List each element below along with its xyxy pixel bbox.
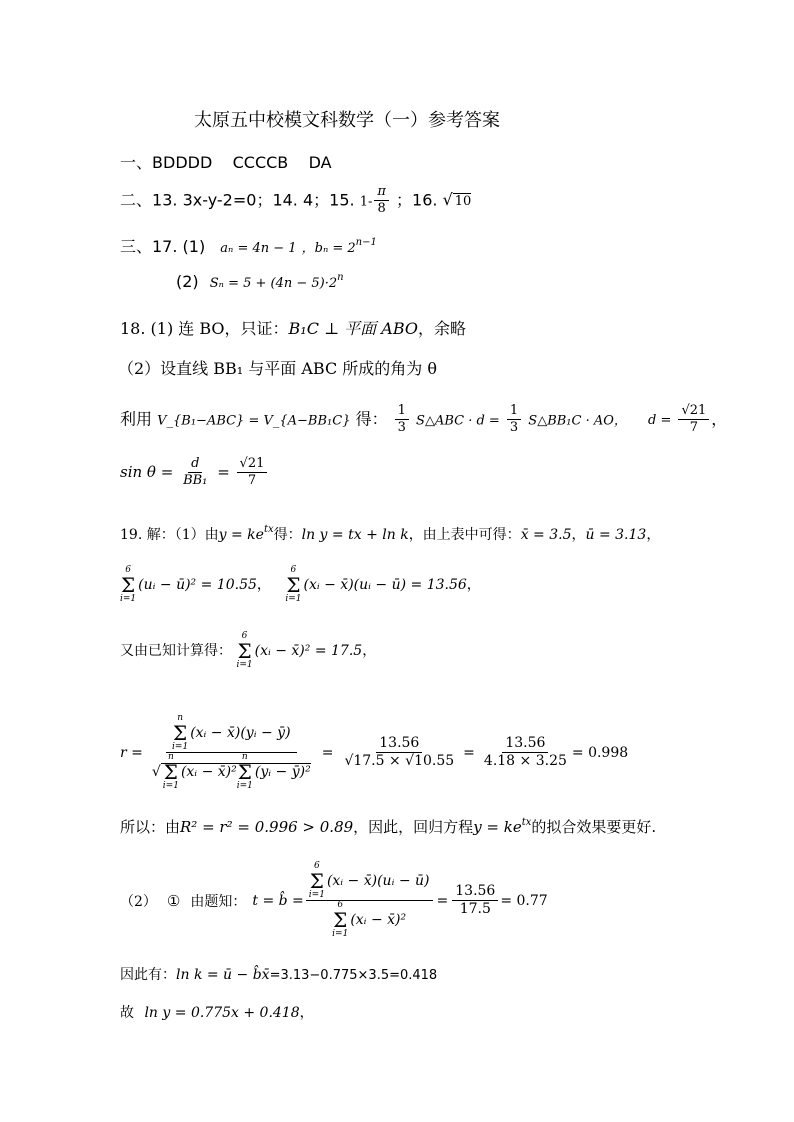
- d-numerator: √21: [678, 403, 709, 420]
- q19-part2-line: （2） ① 由题知： t = b̂ = 6 Σ i=1 (xᵢ − x̄)(uᵢ − ū) 6 Σ i=1 (xᵢ − x̄)² = $\frac{13.56}{17.5}$ = 0.77: [120, 861, 548, 939]
- q15-denominator: 8: [377, 201, 386, 217]
- q14-number: ；14.: [256, 190, 298, 210]
- d-label: d =: [648, 413, 672, 429]
- q17-part1: [120, 234, 377, 257]
- sigma-t-den-top: 6: [337, 900, 344, 910]
- t-value-fraction: [452, 883, 498, 919]
- t-denominator: [329, 901, 409, 939]
- t-fraction: [306, 862, 433, 939]
- sigma-r-den-b-top: n: [241, 752, 248, 762]
- q17-part2-label: (2): [176, 272, 199, 291]
- q18-part2-text: （2）设直线 BB₁ 与平面 ABC 所成的角为 θ: [118, 359, 438, 378]
- q17-part2: [176, 272, 344, 291]
- q19-intro: 19. 解：（1）由: [120, 527, 219, 543]
- q14-answer: 4: [302, 190, 314, 210]
- bn-formula: ，bₙ = 2: [301, 241, 356, 256]
- sigma-r-den-b: n Σ i=1: [236, 752, 253, 791]
- conclusion-r2: R² = r² = 0.996 > 0.89: [180, 818, 354, 836]
- q19-xx-intro: 又由已知计算得：: [120, 643, 232, 659]
- q18-part1-tail: ，余略: [418, 319, 467, 338]
- sin-value-denominator: 7: [247, 473, 257, 489]
- volume-equation: V_{B₁−ABC} = V_{A−BB₁C}: [157, 413, 351, 429]
- sigma-t-den: 6 Σ i=1: [332, 900, 349, 939]
- q19-model: y = ke: [218, 527, 264, 543]
- r-main-numerator: [166, 714, 297, 753]
- r-den-a-text: (xᵢ − x̄)²: [180, 764, 237, 780]
- sigma-t-num-bottom: i=1: [308, 890, 325, 900]
- d-denominator: 7: [689, 420, 699, 436]
- q17-label: 三、17. (1): [120, 237, 206, 256]
- q16-number: ；16.: [396, 190, 438, 210]
- one-third-a-den: 3: [397, 420, 406, 436]
- q19-part2-label: （2）: [120, 893, 157, 910]
- sigma-xu-top: 6: [290, 565, 297, 575]
- q19-sums-line: 6 Σ i=1 (uᵢ − ū)² = 10.55， 6 Σ i=1 (xᵢ − x̄)(uᵢ − ū) = 13.56，: [120, 565, 481, 604]
- q16-answer: √ 10: [442, 190, 472, 210]
- lnk-value: =3.13−0.775×3.5=0.418: [269, 968, 438, 983]
- t-numerator-text: (xᵢ − x̄)(uᵢ − ū): [326, 873, 430, 889]
- d-fraction: [678, 403, 709, 437]
- r-denominator-root: [161, 752, 311, 791]
- one-third-a: [395, 403, 409, 437]
- sn-formula: Sₙ = 5 + (4n − 5)·2: [209, 276, 338, 291]
- section-2-label: 二、: [120, 190, 153, 210]
- t-denominator-text: (xᵢ − x̄)²: [350, 912, 407, 928]
- volume-de: 得：: [355, 409, 388, 429]
- sin-denominator: BB₁: [183, 473, 208, 489]
- q19-part2-intro: 由题知：: [190, 893, 247, 910]
- conclusion-model-exponent: tx: [521, 817, 532, 828]
- page-title: 太原五中校模文科数学（一）参考答案: [194, 110, 500, 131]
- one-third-a-num: 1: [395, 403, 409, 420]
- q19-ln-form: ln y = tx + ln k: [301, 527, 409, 543]
- conclusion-prefix: 所以：由: [120, 818, 181, 836]
- sum-uu-value: (uᵢ − ū)² = 10.55: [138, 577, 257, 593]
- u-bar-value: ū = 3.13: [585, 527, 647, 543]
- r-value-fraction-1: [341, 735, 457, 771]
- x-bar-value: x̄ = 3.5: [520, 527, 572, 543]
- r-numerator-text: (xᵢ − x̄)(yᵢ − ȳ): [190, 725, 291, 741]
- q19-model-exponent: tx: [263, 524, 274, 535]
- sigma-t-den-bottom: i=1: [332, 929, 349, 939]
- q19-xx-line: 又由已知计算得： 6 Σ i=1 (xᵢ − x̄)² = 17.5，: [120, 631, 377, 670]
- bn-exponent: n−1: [355, 237, 377, 248]
- sin-value-numerator: √21: [237, 456, 268, 473]
- q18-part1-label: 18. (1) 连 BO，只证：: [120, 319, 289, 338]
- sigma-r-num-bottom: i=1: [172, 742, 189, 752]
- q18-part1: [120, 316, 466, 339]
- lnk-formula: ln k = ū − b̂x̄: [176, 967, 270, 983]
- q15-fraction: [374, 184, 389, 218]
- sin-theta-line: [120, 456, 269, 490]
- lnk-line: [120, 964, 437, 984]
- r-value-fraction-2: [481, 735, 570, 771]
- q15-number: ；15.: [313, 190, 355, 210]
- r-label: r =: [120, 744, 143, 761]
- sin-equals: =: [217, 462, 230, 481]
- r-den-b-text: (yᵢ − ȳ)²: [254, 764, 311, 780]
- t-value-numerator: 13.56: [452, 883, 498, 902]
- sigma-r-den-a-top: n: [167, 752, 174, 762]
- t-label: t = b̂ =: [252, 892, 304, 909]
- sn-exponent: n: [337, 272, 344, 283]
- sigma-uu-bottom: i=1: [120, 594, 137, 604]
- sigma-r-den-b-bottom: i=1: [236, 781, 253, 791]
- q18-part1-math: B₁C ⊥ 平面 ABO: [288, 319, 418, 338]
- q19-conclusion: [120, 816, 656, 837]
- q18-volume-line: 利用 V_{B₁−ABC} = V_{A−BB₁C} 得： $\frac{1}{3}$ S△ABC · d = $\frac{1}{3}$ S△BB₁C · AO， d = $\frac{√21}{7}$ ，: [120, 403, 728, 436]
- s-bbc-term: S△BB₁C · AO，: [528, 413, 627, 429]
- sigma-xx: 6 Σ i=1: [236, 631, 253, 670]
- sin-label: sin θ =: [120, 462, 174, 481]
- q19-line1: 19. 解：（1）由$y = ke^{tx}$得：ln y = tx + ln k，由上表中可得：x̄ = 3.5，ū = 3.13，: [120, 524, 661, 543]
- q15-numerator: π: [374, 184, 389, 201]
- sin-numerator: d: [188, 456, 202, 473]
- t-result: = 0.77: [500, 892, 548, 909]
- final-equation: ln y = 0.775x + 0.418: [144, 1005, 300, 1021]
- sigma-t-num: 6 Σ i=1: [308, 861, 325, 900]
- conclusion-mid: ，因此，回归方程: [353, 818, 474, 836]
- s-abc-term: S△ABC · d =: [416, 413, 500, 429]
- one-third-b: [507, 403, 521, 437]
- lnk-prefix: 因此有：: [120, 967, 176, 983]
- sigma-uu-top: 6: [125, 565, 131, 575]
- q19-table-intro: ，由上表中可得：: [408, 527, 521, 543]
- t-value-denominator: 17.5: [459, 901, 491, 917]
- q15-prefix: 1-: [359, 194, 373, 210]
- final-line: [120, 1002, 314, 1022]
- sigma-xu-bottom: i=1: [285, 594, 302, 604]
- sigma-t-num-top: 6: [313, 861, 320, 871]
- r-eq2-denominator: 4.18 × 3.25: [483, 753, 567, 769]
- r-main-denominator: √ n Σ i=1 (xᵢ − x̄)² n Σ i=1 (yᵢ − ȳ)²: [151, 752, 311, 791]
- conclusion-tail: 的拟合效果要更好.: [531, 818, 657, 836]
- sigma-r-den-a: n Σ i=1: [162, 752, 179, 791]
- sum-xu-value: (xᵢ − x̄)(uᵢ − ū) = 13.56: [303, 577, 467, 593]
- r-result: = 0.998: [571, 744, 629, 761]
- r-eq1-numerator: 13.56: [376, 735, 422, 754]
- final-prefix: 故: [120, 1005, 134, 1021]
- sigma-r-num: n Σ i=1: [172, 713, 189, 752]
- sigma-r-num-top: n: [177, 713, 183, 723]
- conclusion-model: y = ke: [473, 818, 522, 836]
- circled-one: ①: [166, 891, 181, 910]
- sum-xx-value: (xᵢ − x̄)² = 17.5: [254, 643, 363, 659]
- final-tail: ，: [299, 1005, 314, 1021]
- choice-answers: BDDDD CCCCB DA: [152, 153, 332, 172]
- q13-answer: 3x-y-2=0: [182, 190, 257, 210]
- sigma-xx-bottom: i=1: [236, 660, 253, 670]
- q19-de: 得：: [273, 527, 302, 543]
- q13-number: 13.: [152, 190, 178, 210]
- sigma-uu: 6 Σ i=1: [120, 565, 137, 604]
- r-eq2-numerator: 13.56: [502, 735, 548, 754]
- r-main-fraction: [149, 714, 314, 791]
- one-third-b-den: 3: [509, 420, 519, 436]
- section-2: [120, 184, 471, 218]
- sigma-xx-top: 6: [241, 631, 248, 641]
- r-formula-line: r = n Σ i=1 (xᵢ − x̄)(yᵢ − ȳ) √ n Σ i=1 (xᵢ − x̄)² n Σ i=1 (yᵢ − ȳ)² = $\frac{13.56}{√17.5 \times √10.55}$ = $\frac{13.56}{4.18 \times 3.25}$ = 0.998: [120, 713, 629, 791]
- sin-fraction: [180, 456, 210, 490]
- one-third-b-num: 1: [507, 403, 521, 420]
- sin-value-fraction: [237, 456, 268, 490]
- t-numerator: [306, 862, 433, 901]
- r-eq1-denominator: √17.5 × √10.55: [344, 753, 455, 769]
- section-1-label: 一、: [120, 153, 153, 172]
- an-formula: aₙ = 4n − 1: [220, 241, 297, 256]
- sigma-xu: 6 Σ i=1: [285, 565, 302, 604]
- q16-radicand: 10: [454, 194, 472, 210]
- sigma-r-den-a-bottom: i=1: [162, 781, 179, 791]
- volume-prefix: 利用: [120, 409, 153, 429]
- section-1: [120, 150, 332, 173]
